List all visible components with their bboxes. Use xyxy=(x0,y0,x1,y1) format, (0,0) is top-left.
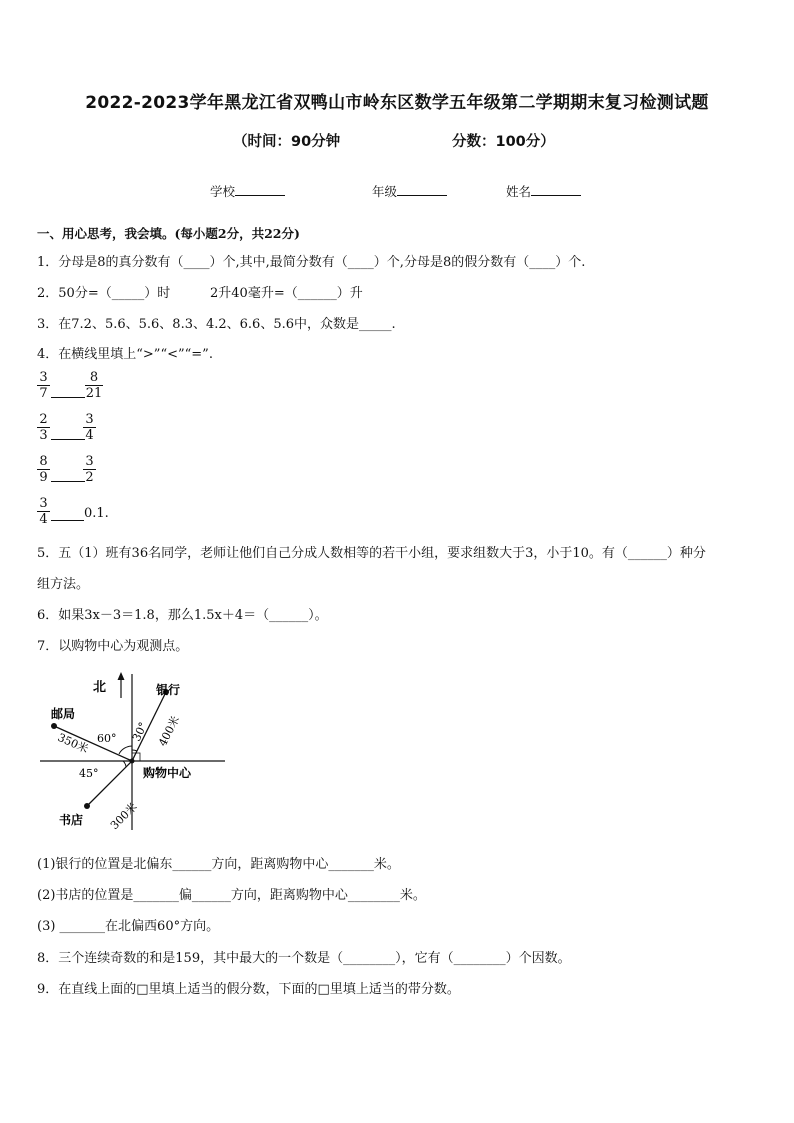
angle-30-label: 30° xyxy=(129,720,150,744)
school-blank xyxy=(235,183,285,196)
school-label: 学校 xyxy=(210,184,236,199)
question-2b: 2升40毫升=（______）升 xyxy=(210,286,363,301)
question-2a: 2．50分=（_____）时 xyxy=(37,286,171,301)
angle-45-label: 45° xyxy=(79,767,99,780)
bank-label: 银行 xyxy=(156,683,181,697)
question-7-part-1: (1)银行的位置是北偏东______方向，距离购物中心_______米。 xyxy=(37,857,400,872)
answer-line xyxy=(51,520,84,521)
angle-45-arc xyxy=(123,761,126,767)
post-label: 邮局 xyxy=(51,707,76,721)
grade-field xyxy=(372,182,447,200)
center-label: 购物中心 xyxy=(143,766,192,780)
north-arrow-head xyxy=(118,672,125,680)
question-4: 4．在横线里填上“>”“<”“=”. xyxy=(37,347,213,362)
school-field xyxy=(210,182,285,200)
answer-line xyxy=(51,481,85,482)
answer-line xyxy=(51,397,85,398)
exam-title: 2022-2023学年黑龙江省双鸭山市岭东区数学五年级第二学期期末复习检测试题 xyxy=(85,93,709,113)
decimal-value: 0.1. xyxy=(84,506,109,521)
exam-time: （时间：90分钟 xyxy=(233,134,341,150)
bookstore-point xyxy=(84,803,90,809)
bookstore-label: 书店 xyxy=(59,813,84,827)
angle-60-label: 60° xyxy=(97,732,117,745)
question-9: 9．在直线上面的□里填上适当的假分数，下面的□里填上适当的带分数。 xyxy=(37,982,460,997)
exam-score: 分数：100分） xyxy=(452,134,555,150)
fraction-left: 3 4 xyxy=(37,496,50,527)
distance-400-label: 400米 xyxy=(156,713,183,749)
grade-blank xyxy=(397,183,447,196)
angle-60-arc xyxy=(119,746,132,754)
post-point xyxy=(51,723,57,729)
name-blank xyxy=(531,183,581,196)
question-7-part-2: (2)书店的位置是_______偏______方向，距离购物中心________米。 xyxy=(37,888,426,903)
distance-350-label: 350米 xyxy=(55,730,91,756)
fraction-right: 3 4 xyxy=(83,412,96,443)
fraction-left: 3 7 xyxy=(37,370,50,401)
name-field xyxy=(506,182,581,200)
name-label: 姓名 xyxy=(506,184,532,199)
section-heading: 一、用心思考，我会填。(每小题2分，共22分) xyxy=(37,226,300,241)
question-5-continued: 组方法。 xyxy=(37,577,90,592)
fraction-left: 8 9 xyxy=(37,454,50,485)
question-6: 6．如果3x－3＝1.8，那么1.5x＋4＝（______）。 xyxy=(37,608,328,623)
grade-label: 年级 xyxy=(372,184,398,199)
question-7-part-3: (3) _______在北偏西60°方向。 xyxy=(37,919,220,934)
north-label: 北 xyxy=(93,680,107,695)
answer-line xyxy=(51,439,85,440)
question-3: 3．在7.2、5.6、5.6、8.3、4.2、6.6、5.6中，众数是_____. xyxy=(37,317,396,332)
distance-300-label: 300米 xyxy=(107,800,140,833)
fraction-right: 8 21 xyxy=(85,370,103,401)
question-1: 1．分母是8的真分数有（____）个,其中,最简分数有（____）个,分母是8的假分数有（____）个. xyxy=(37,255,586,270)
direction-diagram xyxy=(35,670,275,840)
question-5: 5．五（1）班有36名同学，老师让他们自己分成人数相等的若干小组，要求组数大于3，小于10。有（______）种分 xyxy=(37,546,706,561)
angle-30-arc xyxy=(132,750,137,751)
fraction-left: 2 3 xyxy=(37,412,50,443)
question-8: 8．三个连续奇数的和是159，其中最大的一个数是（________），它有（________）个因数。 xyxy=(37,951,571,966)
question-7: 7．以购物中心为观测点。 xyxy=(37,639,189,654)
fraction-right: 3 2 xyxy=(83,454,96,485)
